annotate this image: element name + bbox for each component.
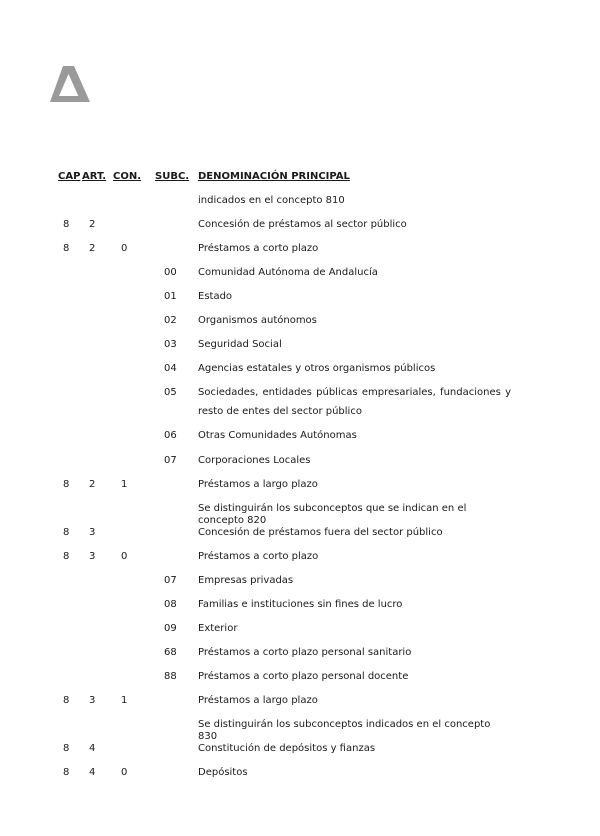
cell-denominacion: Familias e instituciones sin fines de lucro [198, 599, 403, 610]
header-subc: SUBC. [155, 171, 190, 182]
cell-denominacion: Depósitos [198, 767, 248, 778]
cell-denominacion: Préstamos a corto plazo [198, 243, 319, 254]
cell-art: 4 [89, 767, 96, 778]
cell-denominacion: Corporaciones Locales [198, 455, 311, 466]
cell-cap: 8 [63, 551, 70, 562]
cell-subc: 07 [164, 575, 177, 586]
cell-subc: 06 [164, 430, 177, 441]
cell-subc: 02 [164, 315, 177, 326]
cell-denominacion: Constitución de depósitos y fianzas [198, 743, 376, 754]
junta-andalucia-logo [50, 66, 90, 102]
cell-denominacion: Otras Comunidades Autónomas [198, 430, 357, 441]
header-cap: CAP [58, 171, 81, 182]
cell-art: 2 [89, 243, 96, 254]
header-denominacion: DENOMINACIÓN PRINCIPAL [198, 171, 350, 182]
cell-subc: 05 [164, 387, 177, 398]
cell-con: 0 [121, 551, 128, 562]
cell-art: 3 [89, 551, 96, 562]
cell-art: 2 [89, 479, 96, 490]
cell-cap: 8 [63, 743, 70, 754]
cell-denominacion: Préstamos a corto plazo personal sanitario [198, 647, 412, 658]
cell-subc: 03 [164, 339, 177, 350]
cell-denominacion: Préstamos a corto plazo personal docente [198, 671, 409, 682]
header-art: ART. [82, 171, 107, 182]
cell-denominacion: Estado [198, 291, 233, 302]
cell-denominacion: Agencias estatales y otros organismos públicos [198, 363, 436, 374]
header-con: CON. [113, 171, 142, 182]
cell-cap: 8 [63, 219, 70, 230]
cell-cap: 8 [63, 527, 70, 538]
cell-denominacion: Concesión de préstamos fuera del sector público [198, 527, 443, 538]
cell-art: 3 [89, 695, 96, 706]
cell-denominacion: Sociedades, entidades públicas empresariales, fundaciones y resto de entes del sector público [198, 387, 511, 417]
cell-denominacion: indicados en el concepto 810 [198, 195, 345, 206]
cell-denominacion: Comunidad Autónoma de Andalucía [198, 267, 378, 278]
cell-denominacion: Préstamos a largo plazo [198, 479, 318, 490]
cell-denominacion: Préstamos a corto plazo [198, 551, 319, 562]
cell-denominacion: Se distinguirán los subconceptos indicados en el concepto 830 [198, 719, 491, 742]
cell-subc: 07 [164, 455, 177, 466]
cell-subc: 01 [164, 291, 177, 302]
cell-cap: 8 [63, 479, 70, 490]
cell-subc: 04 [164, 363, 177, 374]
cell-subc: 09 [164, 623, 177, 634]
cell-art: 2 [89, 219, 96, 230]
cell-con: 1 [121, 479, 128, 490]
cell-denominacion: Exterior [198, 623, 238, 634]
cell-denominacion: Organismos autónomos [198, 315, 317, 326]
cell-cap: 8 [63, 767, 70, 778]
cell-con: 0 [121, 767, 128, 778]
cell-con: 1 [121, 695, 128, 706]
cell-denominacion: Préstamos a largo plazo [198, 695, 318, 706]
cell-art: 4 [89, 743, 96, 754]
cell-cap: 8 [63, 243, 70, 254]
cell-subc: 68 [164, 647, 177, 658]
cell-denominacion: Seguridad Social [198, 339, 282, 350]
cell-denominacion: Concesión de préstamos al sector público [198, 219, 407, 230]
cell-cap: 8 [63, 695, 70, 706]
cell-subc: 08 [164, 599, 177, 610]
cell-subc: 88 [164, 671, 177, 682]
cell-denominacion: Se distinguirán los subconceptos que se indican en el concepto 820 [198, 503, 467, 526]
cell-subc: 00 [164, 267, 177, 278]
cell-con: 0 [121, 243, 128, 254]
cell-art: 3 [89, 527, 96, 538]
cell-denominacion: Empresas privadas [198, 575, 294, 586]
